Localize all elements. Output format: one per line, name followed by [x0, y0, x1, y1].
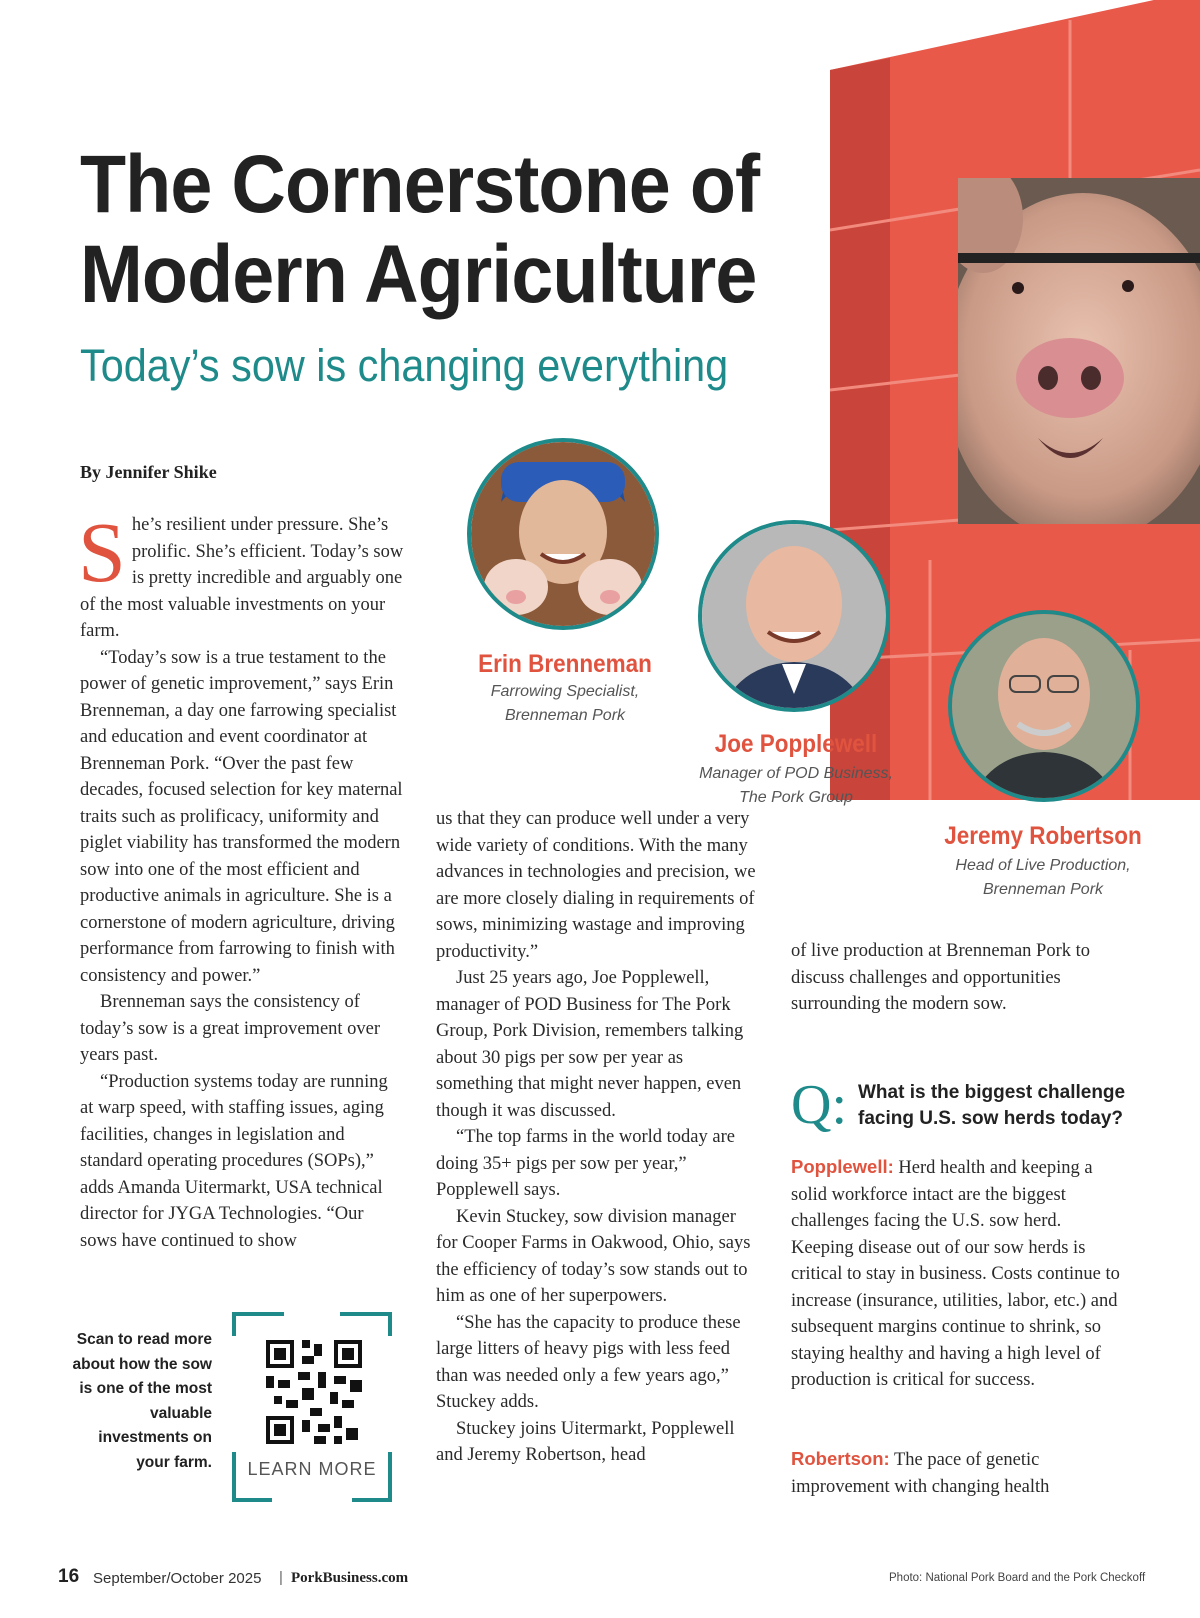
q-marker: Q:: [791, 1074, 847, 1136]
qr-code[interactable]: [266, 1340, 362, 1444]
page-number: 16: [58, 1566, 80, 1587]
person-name: Joe Popplewell: [714, 730, 878, 758]
pig-photo: [958, 178, 1200, 524]
joe-popplewell-photo: [698, 520, 890, 712]
paragraph: Brenneman says the consistency of today’s sow is a great improvement over years past.: [80, 992, 381, 1065]
qr-caption: Scan to read more about how the sow is one of the most valuable investments on your farm.: [72, 1331, 212, 1471]
person-role: Farrowing Specialist,: [490, 683, 640, 700]
paragraph: “Production systems today are running at warp speed, with staffing issues, aging facilities, changes in legislation and standard operating procedures (SOPs),” adds Amanda Uitermarkt, USA technical director for JYGA Technologies. “Our sows have continued to show: [80, 1071, 388, 1251]
paragraph: “She has the capacity to produce these large litters of heavy pigs with less feed than was needed only a few years ago,” Stuckey adds.: [436, 1312, 741, 1412]
portrait-image: [471, 442, 655, 626]
photo-credit: Photo: National Pork Board and the Pork Checkoff: [889, 1572, 1146, 1584]
speaker-label: Robertson:: [791, 1448, 890, 1469]
learn-more-link[interactable]: LEARN MORE: [247, 1459, 377, 1479]
paragraph: of live production at Brenneman Pork to discuss challenges and opportunities surrounding the modern sow.: [791, 941, 1091, 1014]
person-name: Jeremy Robertson: [944, 822, 1142, 850]
erin-brenneman-photo: [467, 438, 659, 630]
person-role: Manager of POD Business,: [699, 765, 893, 782]
drop-cap: S: [78, 504, 126, 600]
answer-popplewell: Popplewell: Herd health and keeping a solid workforce intact are the biggest challenges facing the U.S. sow herd. Keeping disease out of our sow herds is critical to stay in business. Costs continue to increase (insurance, utilities, labor, etc.) and subsequent margins continue to shrink, so staying healthy and having a high level of production is critical for success.: [791, 1156, 1120, 1390]
paragraph: Just 25 years ago, Joe Popplewell, manager of POD Business for The Pork Group, Pork Division, remembers talking about 30 pigs per sow per year as something that might never happen, even though it was discussed.: [436, 968, 744, 1121]
column-1: [78, 504, 405, 1254]
issue-date: September/October 2025: [93, 1570, 262, 1587]
paragraph: “The top farms in the world today are doing 35+ pigs per sow per year,” Popplewell says.: [436, 1127, 735, 1200]
title-line-1: The Cornerstone of: [80, 139, 760, 230]
portrait-image: [952, 614, 1136, 798]
paragraph: Kevin Stuckey, sow division manager for Cooper Farms in Oakwood, Ohio, says the efficiency of today’s sow stands out to him as one of her superpowers.: [436, 1206, 751, 1306]
person-role: The Pork Group: [739, 789, 853, 806]
paragraph: She’s resilient under pressure. She’s prolific. She’s efficient. Today’s sow is pretty incredible and arguably one of the most valuable investments on your farm.: [78, 504, 404, 641]
paragraph: us that they can produce well under a very wide variety of conditions. With the many advances in technologies and precision, we are more closely dialing in requirements of sows, minimizing wastage and improving productivity.”: [436, 809, 756, 962]
person-role: Head of Live Production,: [955, 857, 1131, 874]
column-3: [791, 938, 1116, 1018]
paragraph: Stuckey joins Uitermarkt, Popplewell and Jeremy Robertson, head: [436, 1418, 735, 1465]
footer-separator: |: [279, 1569, 283, 1586]
person-name: Erin Brenneman: [478, 650, 652, 678]
person-role: Brenneman Pork: [982, 881, 1104, 898]
site-link[interactable]: PorkBusiness.com: [291, 1570, 409, 1586]
portrait-image: [702, 524, 886, 708]
column-2: [436, 806, 761, 1469]
jeremy-robertson-photo: [948, 610, 1140, 802]
question: What is the biggest challenge facing U.S. sow herds today?: [858, 1082, 1126, 1129]
speaker-label: Popplewell:: [791, 1156, 894, 1177]
byline: By Jennifer Shike: [80, 462, 217, 482]
article-title: [80, 139, 760, 320]
article-subtitle: Today’s sow is changing everything: [80, 340, 729, 391]
title-line-2: Modern Agriculture: [80, 229, 757, 320]
answer-robertson: Robertson: The pace of genetic improvement with changing health: [791, 1448, 1050, 1497]
paragraph: “Today’s sow is a true testament to the power of genetic improvement,” says Erin Brenneman, a day one farrowing specialist and education and event coordinator at Brenneman Pork. “Over the past few decades, focused selection for key maternal traits such as prolificacy, uniformity and piglet viability has transformed the modern sow into one of the most efficient and productive animals in agriculture. She is a cornerstone of modern agriculture, driving performance from farrowing to finish with consistency and power.”: [80, 647, 403, 986]
person-role: Brenneman Pork: [504, 707, 626, 724]
